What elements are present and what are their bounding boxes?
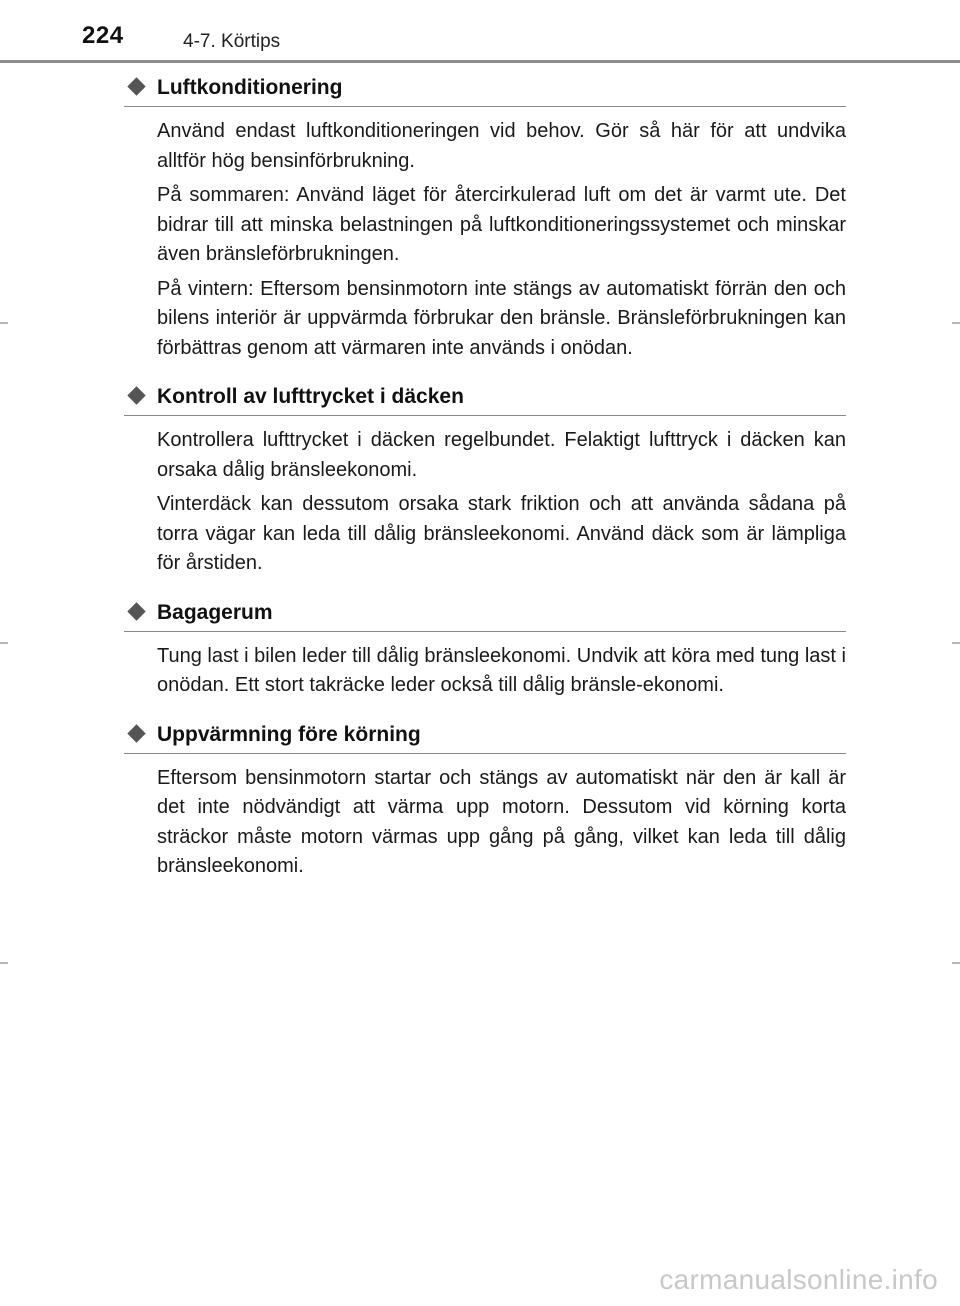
section-lufttryck bbox=[124, 381, 846, 579]
section-heading bbox=[124, 597, 846, 632]
section-title: Bagagerum bbox=[157, 600, 273, 624]
edge-dot bbox=[0, 322, 8, 324]
page-header bbox=[0, 0, 960, 60]
page-content bbox=[124, 72, 846, 900]
section-bagagerum bbox=[124, 597, 846, 701]
edge-dot bbox=[0, 962, 8, 964]
section-luftkonditionering bbox=[124, 72, 846, 363]
header-rule bbox=[0, 60, 960, 63]
section-title: Luftkonditionering bbox=[157, 76, 343, 99]
diamond-bullet-icon bbox=[127, 77, 145, 95]
paragraph: På vintern: Eftersom bensinmotorn inte stängs av automatiskt förrän den och bilens interiör är uppvärmda förbrukar den bränsle. Bränsleförbrukningen kan förbättras genom att värmaren inte används i onödan. bbox=[157, 277, 846, 359]
watermark: carmanualsonline.info bbox=[659, 1264, 938, 1295]
page-number: 224 bbox=[82, 22, 124, 49]
diamond-bullet-icon bbox=[127, 386, 145, 404]
diamond-bullet-icon bbox=[127, 724, 145, 742]
section-heading bbox=[124, 72, 846, 107]
diamond-bullet-icon bbox=[127, 602, 145, 620]
edge-dot bbox=[0, 642, 8, 644]
edge-dot bbox=[952, 962, 960, 964]
paragraph: Kontrollera lufttrycket i däcken regelbundet. Felaktigt lufttryck i däcken kan orsaka dålig bränsleekonomi. bbox=[157, 429, 846, 481]
paragraph: På sommaren: Använd läget för återcirkulerad luft om det är varmt ute. Det bidrar till att minska belastningen på luftkonditioneringssystemet och minskar även bränsleförbrukningen. bbox=[157, 184, 846, 265]
paragraph: Vinterdäck kan dessutom orsaka stark friktion och att använda sådana på torra vägar kan leda till dålig bränsleekonomi. Använd däck som är lämpliga för årstiden. bbox=[157, 493, 846, 574]
chapter-title: 4-7. Körtips bbox=[183, 31, 281, 52]
paragraph: Tung last i bilen leder till dålig bränsleekonomi. Undvik att köra med tung last i onödan. Ett stort takräcke leder också till dålig bränsle-ekonomi. bbox=[157, 644, 846, 696]
section-heading bbox=[124, 719, 846, 754]
paragraph: Använd endast luftkonditioneringen vid behov. Gör så här för att undvika alltför hög bensinförbrukning. bbox=[157, 120, 846, 172]
section-heading bbox=[124, 381, 846, 416]
section-title: Uppvärmning före körning bbox=[157, 722, 421, 746]
edge-dot bbox=[952, 642, 960, 644]
section-uppvarmning bbox=[124, 719, 846, 882]
section-title: Kontroll av lufttrycket i däcken bbox=[157, 385, 464, 408]
paragraph: Eftersom bensinmotorn startar och stängs av automatiskt när den är kall är det inte nödvändigt att värma upp motorn. Dessutom vid körning korta sträckor måste motorn värmas upp gång på gång, vilket kan leda till dålig bränsleekonomi. bbox=[157, 766, 846, 877]
edge-dot bbox=[952, 322, 960, 324]
